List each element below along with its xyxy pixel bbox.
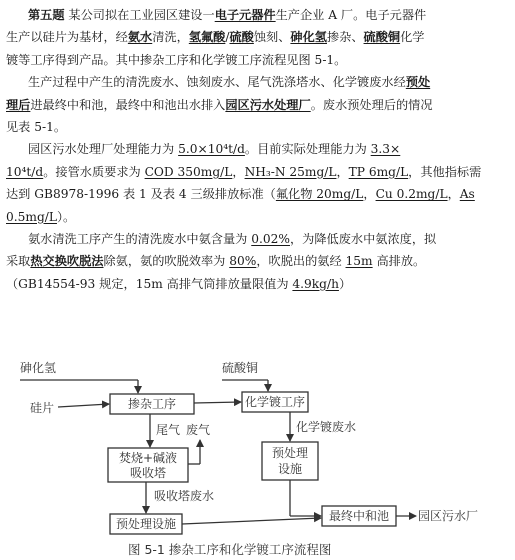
text-segment: 镀等工序得到产品。其中掺杂工序和化学镀工序流程见图 5-1。	[6, 52, 347, 67]
text-segment: ，吹脱出的氨经	[256, 254, 346, 269]
text-segment: 4.9kg/h	[292, 276, 339, 291]
label-absorb-ww: 吸收塔废水	[154, 489, 215, 503]
text-segment: 园区污水处理厂	[225, 97, 311, 112]
text-segment: 。目前实际处理能力为	[244, 142, 371, 157]
label-scrubber-1: 焚烧+碱液	[118, 451, 178, 465]
label-pretreat-a-2: 设施	[277, 462, 303, 476]
text-segment: ，为降低废水中氨浓度，拟	[289, 232, 437, 247]
text-segment: NH₃-N 25mg/L	[244, 164, 337, 179]
label-plating-ww: 化学镀废水	[296, 420, 357, 434]
text-segment: TP 6mg/L	[348, 164, 409, 179]
text-line	[6, 138, 509, 160]
text-segment: 清洗，	[152, 30, 189, 45]
label-doping: 掺杂工序	[127, 397, 177, 411]
text-segment: 预处	[405, 75, 431, 90]
text-segment: As	[459, 187, 475, 202]
arrow-wafer-to-doping	[58, 404, 109, 407]
text-segment: 80%	[229, 254, 257, 269]
label-tailgas: 尾气	[156, 423, 181, 437]
label-pretreat-a-1: 预处理	[271, 446, 309, 460]
label-wwtp: 园区污水厂	[418, 509, 479, 523]
text-line	[6, 228, 509, 250]
text-segment: 见表 5-1。	[6, 120, 67, 135]
text-segment: （GB14554-93 规定，15m 高排气筒排放量限值为	[6, 276, 293, 291]
text-segment: Cu 0.2mg/L	[375, 187, 448, 202]
label-wastegas: 废气	[186, 423, 211, 437]
figure-caption: 图 5-1 掺杂工序和化学镀工序流程图	[128, 542, 332, 557]
text-line	[6, 49, 509, 71]
text-segment: 园区污水处理厂处理能力为	[28, 142, 179, 157]
text-line	[6, 161, 509, 183]
text-segment: ，	[447, 187, 460, 202]
text-segment: 。接管水质要求为	[43, 164, 145, 179]
label-cuso4: 硫酸铜	[222, 361, 259, 375]
text-segment: 氢氟酸	[188, 30, 226, 45]
label-plating: 化学镀工序	[244, 395, 306, 409]
text-segment: ，	[336, 164, 349, 179]
text-segment: 生产企业 A 厂。电子元器件	[275, 8, 427, 22]
text-segment: /	[225, 30, 230, 45]
text-segment: 硫酸铜	[363, 30, 401, 45]
text-segment: 生产过程中产生的清洗废水、蚀刻废水、尾气洗涤塔水、化学镀废水经	[28, 75, 406, 90]
text-segment: 氟化物 20mg/L	[275, 187, 364, 202]
text-segment: ，	[363, 187, 376, 202]
text-segment: 进最终中和池，最终中和池出水排入	[30, 97, 226, 112]
text-segment: 理后	[6, 97, 31, 112]
text-segment: 达到 GB8978-1996 表 1 及表 4 三级排放标准（	[6, 187, 276, 202]
text-segment: 蚀刻、	[253, 30, 291, 45]
label-ash3: 砷化氢	[20, 361, 57, 375]
arrow-doping-to-plating	[194, 402, 241, 403]
text-segment: 氨水清洗工序产生的清洗废水中氨含量为	[28, 232, 252, 247]
text-segment: 5.0×10⁴t/d	[178, 142, 245, 157]
text-line	[6, 116, 509, 138]
text-line	[6, 94, 509, 116]
text-segment: 0.02%	[251, 232, 290, 247]
problem-text	[6, 4, 509, 295]
text-line	[6, 26, 509, 48]
arrow-pretreat-b-to-neutral	[182, 518, 321, 524]
text-segment: 10⁴t/d	[6, 164, 44, 179]
text-segment: 化学	[400, 30, 425, 45]
text-segment: 氨水	[127, 30, 153, 45]
text-segment: 除氨，氨的吹脱效率为	[103, 254, 230, 269]
label-scrubber-2: 吸收塔	[129, 466, 167, 480]
text-line	[6, 71, 509, 93]
text-line	[6, 183, 509, 205]
text-segment: 15m	[345, 254, 373, 269]
flow-diagram	[0, 358, 515, 560]
text-segment: ）。	[56, 209, 76, 224]
text-segment: 某公司拟在工业园区建设一	[64, 8, 215, 22]
text-segment: 砷化氢	[290, 30, 327, 45]
text-segment: 高排放。	[372, 254, 426, 269]
text-segment: 第五题	[28, 8, 65, 22]
text-line	[6, 206, 509, 228]
text-segment: COD 350mg/L	[144, 164, 233, 179]
text-line	[6, 273, 509, 295]
label-pretreat-b: 预处理设施	[115, 517, 177, 531]
label-neutral: 最终中和池	[328, 509, 390, 523]
text-segment: 热交换吹脱法	[30, 254, 104, 269]
text-segment: ，	[232, 164, 245, 179]
text-segment: 掺杂、	[326, 30, 364, 45]
text-segment: 采取	[6, 254, 31, 269]
text-line	[6, 250, 509, 272]
text-segment: 硫酸	[229, 30, 254, 45]
text-segment: 0.5mg/L	[6, 209, 57, 224]
text-segment: 3.3×	[370, 142, 401, 157]
text-segment: ，其他指标需	[408, 164, 482, 179]
label-wafer: 硅片	[30, 401, 55, 415]
text-segment: 电子元器件	[214, 8, 276, 22]
text-segment: 。废水预处理后的情况	[310, 97, 433, 112]
text-line	[6, 4, 509, 26]
text-segment: ）	[338, 276, 352, 291]
text-segment: 生产以硅片为基材，经	[6, 30, 128, 45]
